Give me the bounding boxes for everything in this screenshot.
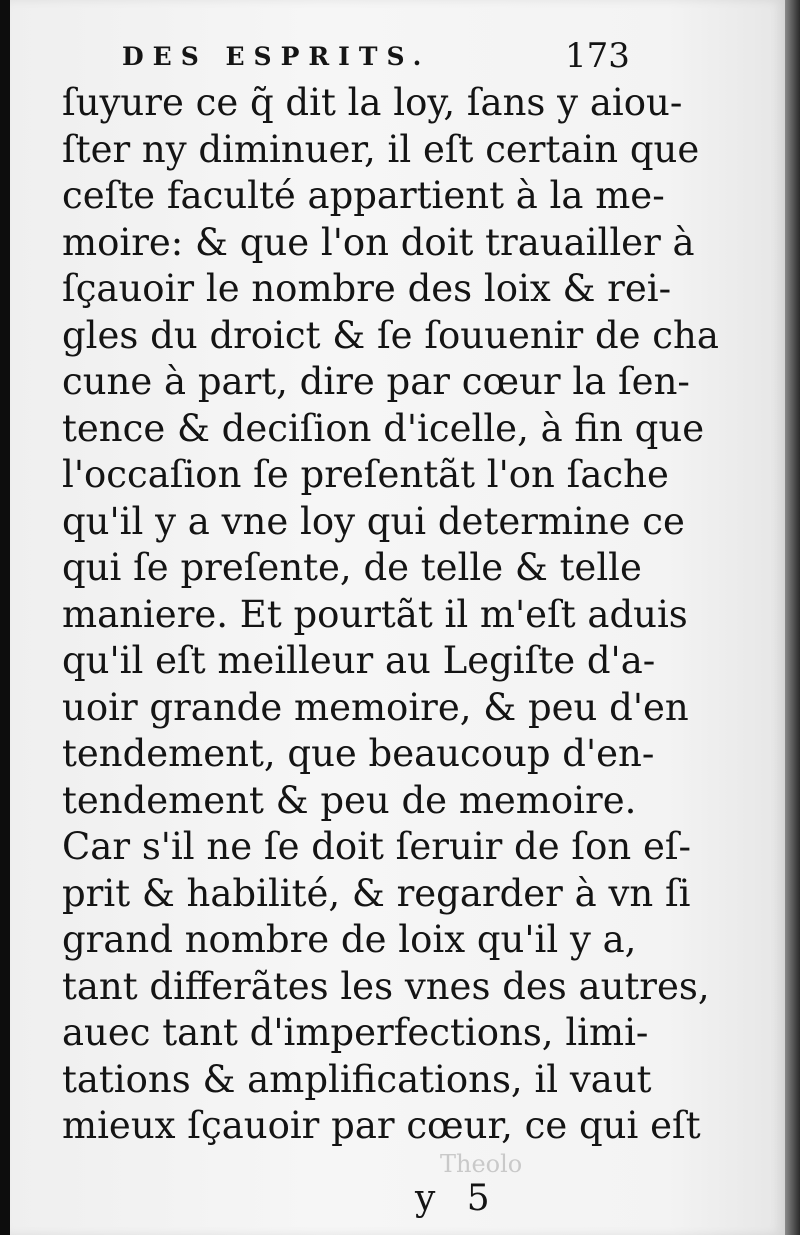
text-line: mieux ſçauoir par cœur, ce qui eſt (62, 1104, 701, 1147)
page-edge-shadow (785, 0, 800, 1235)
text-line: grand nombre de loix qu'il y a, (62, 918, 637, 961)
text-line: tendement & peu de memoire. (62, 778, 637, 822)
text-line: ſçauoir le nombre des loix & rei- (62, 267, 672, 310)
body-text (62, 80, 719, 1150)
text-line: tendement, que beaucoup d'en- (62, 732, 655, 775)
text-line: qu'il y a vne loy qui determine ce (62, 499, 685, 543)
text-line: ſter ny diminuer, il eſt certain que (62, 127, 700, 171)
text-line: tant differãtes les vnes des autres, (62, 964, 710, 1008)
text-line: gles du droict & ſe ſouuenir de cha (62, 313, 719, 357)
text-line: uoir grande memoire, & peu d'en (62, 685, 689, 729)
text-line: tence & deciſion d'icelle, à fin que (62, 406, 705, 450)
page-header (10, 28, 785, 78)
text-line: qui ſe preſente, de telle & telle (62, 546, 642, 589)
text-line: cune à part, dire par cœur la ſen- (62, 360, 690, 403)
text-line: auec tant d'imperfections, limi- (62, 1011, 649, 1054)
text-line: tations & amplifications, il vaut (62, 1057, 652, 1101)
text-line: qu'il eſt meilleur au Legiſte d'a- (62, 639, 656, 682)
text-line: ceſte faculté appartient à la me- (62, 174, 665, 217)
signature-mark: y 5 (415, 1178, 500, 1219)
text-line: moire: & que l'on doit trauailler à (62, 220, 695, 264)
text-line: ſuyure ce q̃ dit la loy, ſans y aiou- (62, 81, 683, 124)
running-head: DES ESPRITS. (122, 42, 431, 71)
text-line: prit & habilité, & regarder à vn ſi (62, 871, 691, 915)
text-line: maniere. Et pourtãt il m'eſt aduis (62, 592, 688, 636)
text-line: Car s'il ne ſe doit ſeruir de ſon eſ- (62, 825, 692, 868)
book-page (10, 0, 785, 1235)
page-number: 173 (565, 36, 630, 76)
text-line: l'occaſion ſe preſentãt l'on ſache (62, 453, 669, 496)
bleed-through-text: Theolo (440, 1150, 523, 1178)
